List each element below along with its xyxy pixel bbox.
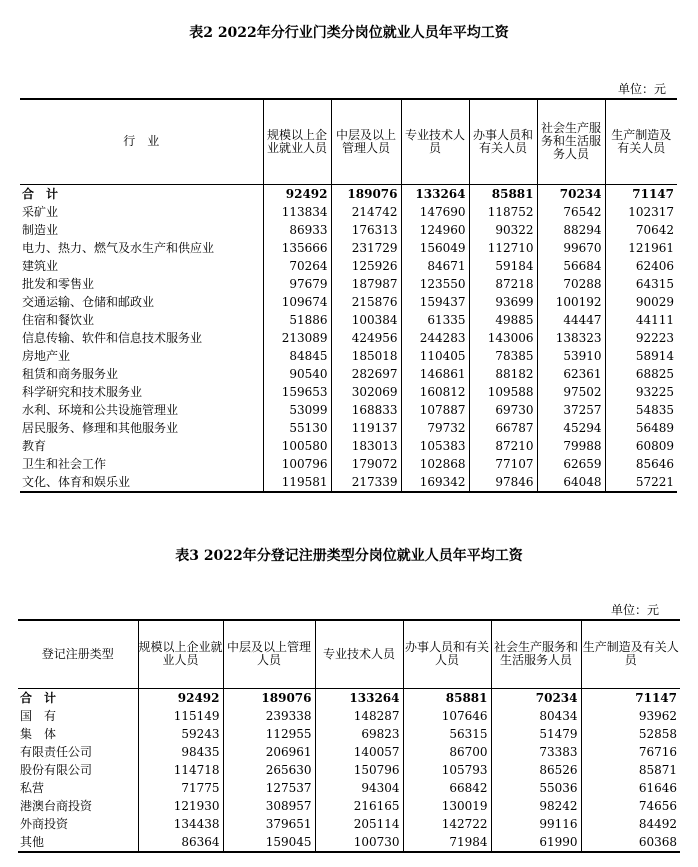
table2-row-label: 合 计 — [22, 186, 59, 201]
table3-cell: 105793 — [403, 761, 491, 779]
table2-cell: 79732 — [401, 419, 469, 437]
table2-row-label: 科学研究和技术服务业 — [22, 384, 143, 399]
table2-header: 专业技术人员 — [401, 99, 469, 184]
table2-row — [20, 437, 677, 455]
table2-cell: 189076 — [331, 184, 401, 203]
table2-row — [20, 455, 677, 473]
table2-cell: 97846 — [469, 473, 537, 492]
table2-cell: 121961 — [605, 239, 677, 257]
table3-cell: 98435 — [138, 743, 223, 761]
table2-cell: 160812 — [401, 383, 469, 401]
table3-cell: 112955 — [223, 725, 315, 743]
table2-cell: 49885 — [469, 311, 537, 329]
table3-cell: 51479 — [491, 725, 581, 743]
table2-cell: 86933 — [263, 221, 331, 239]
table2-cell: 85646 — [605, 455, 677, 473]
table2-cell: 159437 — [401, 293, 469, 311]
table2-cell: 92492 — [263, 184, 331, 203]
table3-cell: 84492 — [581, 815, 680, 833]
table3-unit: 单位：元 — [611, 603, 660, 617]
table3-row-label: 私营 — [20, 780, 45, 795]
table3-row-label: 国 有 — [20, 708, 57, 723]
table2-cell: 176313 — [331, 221, 401, 239]
table2-cell: 37257 — [537, 401, 605, 419]
table3-cell: 93962 — [581, 707, 680, 725]
table2-cell: 53099 — [263, 401, 331, 419]
table3-cell: 121930 — [138, 797, 223, 815]
table2-cell: 93699 — [469, 293, 537, 311]
table3-cell: 159045 — [223, 833, 315, 852]
table3-cell: 94304 — [315, 779, 403, 797]
table2-row-label: 电力、热力、燃气及水生产和供应业 — [22, 240, 215, 255]
table3-row-label: 股份有限公司 — [20, 762, 93, 777]
table2-header: 生产制造及有关人员 — [605, 99, 677, 184]
table3 — [18, 619, 680, 853]
table2-row-label: 交通运输、仓储和邮政业 — [22, 294, 155, 309]
table3-cell: 86526 — [491, 761, 581, 779]
table3-cell: 85871 — [581, 761, 680, 779]
table2-cell: 90322 — [469, 221, 537, 239]
table2-row — [20, 365, 677, 383]
table3-cell: 107646 — [403, 707, 491, 725]
table3-cell: 52858 — [581, 725, 680, 743]
table2-row — [20, 473, 677, 492]
table3-cell: 71984 — [403, 833, 491, 852]
table3-cell: 130019 — [403, 797, 491, 815]
table2-cell: 88294 — [537, 221, 605, 239]
table3-cell: 142722 — [403, 815, 491, 833]
table2-cell: 424956 — [331, 329, 401, 347]
table3-cell: 66842 — [403, 779, 491, 797]
table2-row — [20, 329, 677, 347]
table3-cell: 115149 — [138, 707, 223, 725]
table2-row-label: 住宿和餐饮业 — [22, 312, 95, 327]
table2-row — [20, 293, 677, 311]
table2-row-label: 房地产业 — [22, 348, 71, 363]
table2-cell: 87210 — [469, 437, 537, 455]
table2-cell: 105383 — [401, 437, 469, 455]
table3-cell: 76716 — [581, 743, 680, 761]
table2-header: 中层及以上管理人员 — [331, 99, 401, 184]
table2-row-label: 教育 — [22, 438, 47, 453]
table2-cell: 76542 — [537, 203, 605, 221]
table2-cell: 169342 — [401, 473, 469, 492]
table2-cell: 56684 — [537, 257, 605, 275]
table2-cell: 90540 — [263, 365, 331, 383]
table2-cell: 92223 — [605, 329, 677, 347]
table2-cell: 71147 — [605, 184, 677, 203]
table3-header: 规模以上企业就业人员 — [138, 620, 223, 688]
table2-header: 办事人员和有关人员 — [469, 99, 537, 184]
table2-cell: 217339 — [331, 473, 401, 492]
table2-row-label: 信息传输、软件和信息技术服务业 — [22, 330, 203, 345]
table2-cell: 57221 — [605, 473, 677, 492]
table2-cell: 51886 — [263, 311, 331, 329]
table3-row — [18, 833, 680, 852]
table2-row — [20, 203, 677, 221]
table3-row-label: 其他 — [20, 834, 45, 849]
table2 — [20, 98, 677, 493]
table2-cell: 78385 — [469, 347, 537, 365]
table3-header: 专业技术人员 — [315, 620, 403, 688]
table3-header: 登记注册类型 — [18, 620, 138, 688]
table2-row-label: 卫生和社会工作 — [22, 456, 107, 471]
table3-header: 办事人员和有关人员 — [403, 620, 491, 688]
table3-title: 表3 2022年分登记注册类型分岗位就业人员年平均工资 — [175, 548, 523, 564]
table2-row — [20, 184, 677, 203]
table3-cell: 216165 — [315, 797, 403, 815]
table2-cell: 133264 — [401, 184, 469, 203]
table2-cell: 70264 — [263, 257, 331, 275]
table2-cell: 125926 — [331, 257, 401, 275]
table2-header: 规模以上企业就业人员 — [263, 99, 331, 184]
table2-cell: 156049 — [401, 239, 469, 257]
table3-cell: 206961 — [223, 743, 315, 761]
table3-cell: 265630 — [223, 761, 315, 779]
table3-cell: 71147 — [581, 688, 680, 707]
table2-cell: 100384 — [331, 311, 401, 329]
table2-cell: 70288 — [537, 275, 605, 293]
table2-cell: 87218 — [469, 275, 537, 293]
table3-cell: 61990 — [491, 833, 581, 852]
table2-cell: 97679 — [263, 275, 331, 293]
table2-cell: 56489 — [605, 419, 677, 437]
table2-cell: 102868 — [401, 455, 469, 473]
table2-row-label: 建筑业 — [22, 258, 59, 273]
table3-cell: 73383 — [491, 743, 581, 761]
table2-cell: 102317 — [605, 203, 677, 221]
table2-row — [20, 221, 677, 239]
table3-cell: 239338 — [223, 707, 315, 725]
table2-cell: 282697 — [331, 365, 401, 383]
table2-cell: 54835 — [605, 401, 677, 419]
table3-cell: 133264 — [315, 688, 403, 707]
table3-cell: 74656 — [581, 797, 680, 815]
table2-header: 行 业 — [20, 99, 263, 184]
table2-row — [20, 311, 677, 329]
table2-cell: 68825 — [605, 365, 677, 383]
table2-cell: 110405 — [401, 347, 469, 365]
table3-cell: 127537 — [223, 779, 315, 797]
table2-row — [20, 419, 677, 437]
table2-cell: 58914 — [605, 347, 677, 365]
table2-cell: 44111 — [605, 311, 677, 329]
table3-row — [18, 797, 680, 815]
table2-cell: 45294 — [537, 419, 605, 437]
table3-cell: 99116 — [491, 815, 581, 833]
table2-cell: 66787 — [469, 419, 537, 437]
table3-row — [18, 707, 680, 725]
table2-cell: 119137 — [331, 419, 401, 437]
table3-cell: 60368 — [581, 833, 680, 852]
table2-cell: 244283 — [401, 329, 469, 347]
table2-cell: 135666 — [263, 239, 331, 257]
table2-row-label: 采矿业 — [22, 204, 59, 219]
table3-cell: 70234 — [491, 688, 581, 707]
table3-row — [18, 743, 680, 761]
table2-cell: 85881 — [469, 184, 537, 203]
table2-cell: 62659 — [537, 455, 605, 473]
table3-row-label: 外商投资 — [20, 816, 69, 831]
table2-cell: 79988 — [537, 437, 605, 455]
table2-cell: 147690 — [401, 203, 469, 221]
table2-cell: 215876 — [331, 293, 401, 311]
table2-row — [20, 239, 677, 257]
table3-cell: 98242 — [491, 797, 581, 815]
table2-cell: 107887 — [401, 401, 469, 419]
table2-cell: 64048 — [537, 473, 605, 492]
table2-cell: 109674 — [263, 293, 331, 311]
table2-cell: 62361 — [537, 365, 605, 383]
table2-cell: 64315 — [605, 275, 677, 293]
table2-cell: 213089 — [263, 329, 331, 347]
table2-cell: 118752 — [469, 203, 537, 221]
table3-row-label: 集 体 — [20, 726, 57, 741]
table2-header: 社会生产服务和生活服务人员 — [537, 99, 605, 184]
table2-row-label: 水利、环境和公共设施管理业 — [22, 402, 179, 417]
table2-row — [20, 383, 677, 401]
table3-cell: 85881 — [403, 688, 491, 707]
table3-cell: 189076 — [223, 688, 315, 707]
table2-cell: 97502 — [537, 383, 605, 401]
table2-cell: 100192 — [537, 293, 605, 311]
table2-header-row — [20, 99, 677, 184]
table2-cell: 44447 — [537, 311, 605, 329]
table2-cell: 123550 — [401, 275, 469, 293]
table3-row — [18, 779, 680, 797]
table2-row-label: 租赁和商务服务业 — [22, 366, 119, 381]
table2-cell: 179072 — [331, 455, 401, 473]
table2-cell: 99670 — [537, 239, 605, 257]
table2-cell: 109588 — [469, 383, 537, 401]
table2-cell: 53910 — [537, 347, 605, 365]
table3-cell: 134438 — [138, 815, 223, 833]
table3-row — [18, 761, 680, 779]
table3-cell: 86364 — [138, 833, 223, 852]
table2-cell: 70234 — [537, 184, 605, 203]
table2-title: 表2 2022年分行业门类分岗位就业人员年平均工资 — [189, 25, 509, 41]
table2-cell: 183013 — [331, 437, 401, 455]
table2-cell: 302069 — [331, 383, 401, 401]
table2-cell: 88182 — [469, 365, 537, 383]
table3-cell: 150796 — [315, 761, 403, 779]
table2-cell: 69730 — [469, 401, 537, 419]
table2-row — [20, 401, 677, 419]
table3-row-label: 合 计 — [20, 690, 57, 705]
table2-cell: 90029 — [605, 293, 677, 311]
table2-cell: 60809 — [605, 437, 677, 455]
table2-cell: 93225 — [605, 383, 677, 401]
table2-cell: 187987 — [331, 275, 401, 293]
table2-cell: 113834 — [263, 203, 331, 221]
table2-cell: 84845 — [263, 347, 331, 365]
table3-cell: 69823 — [315, 725, 403, 743]
table3-header: 中层及以上管理人员 — [223, 620, 315, 688]
table2-cell: 214742 — [331, 203, 401, 221]
table2-cell: 59184 — [469, 257, 537, 275]
table2-cell: 112710 — [469, 239, 537, 257]
table3-cell: 71775 — [138, 779, 223, 797]
table3-header-row — [18, 620, 680, 688]
table2-row-label: 居民服务、修理和其他服务业 — [22, 420, 179, 435]
table2-row — [20, 347, 677, 365]
table3-header: 社会生产服务和生活服务人员 — [491, 620, 581, 688]
table3-row-label: 有限责任公司 — [20, 744, 93, 759]
table3-cell: 59243 — [138, 725, 223, 743]
table2-row-label: 制造业 — [22, 222, 59, 237]
table2-cell: 168833 — [331, 401, 401, 419]
table2-cell: 100580 — [263, 437, 331, 455]
table3-cell: 205114 — [315, 815, 403, 833]
table3-cell: 80434 — [491, 707, 581, 725]
table3-cell: 56315 — [403, 725, 491, 743]
table2-cell: 138323 — [537, 329, 605, 347]
table2-cell: 231729 — [331, 239, 401, 257]
table2-row-label: 批发和零售业 — [22, 276, 95, 291]
table3-cell: 379651 — [223, 815, 315, 833]
table2-row — [20, 275, 677, 293]
table2-cell: 185018 — [331, 347, 401, 365]
table3-cell: 114718 — [138, 761, 223, 779]
table2-cell: 62406 — [605, 257, 677, 275]
table2-cell: 124960 — [401, 221, 469, 239]
table3-cell: 55036 — [491, 779, 581, 797]
table3-row-label: 港澳台商投资 — [20, 798, 93, 813]
table3-cell: 308957 — [223, 797, 315, 815]
table3-row — [18, 688, 680, 707]
table2-cell: 84671 — [401, 257, 469, 275]
table3-row — [18, 725, 680, 743]
table3-cell: 148287 — [315, 707, 403, 725]
table3-row — [18, 815, 680, 833]
table2-cell: 159653 — [263, 383, 331, 401]
table3-header: 生产制造及有关人员 — [581, 620, 680, 688]
table3-cell: 92492 — [138, 688, 223, 707]
table2-cell: 119581 — [263, 473, 331, 492]
table2-row-label: 文化、体育和娱乐业 — [22, 474, 131, 489]
table2-cell: 61335 — [401, 311, 469, 329]
table2-cell: 143006 — [469, 329, 537, 347]
table2-cell: 70642 — [605, 221, 677, 239]
table2-cell: 100796 — [263, 455, 331, 473]
table3-cell: 140057 — [315, 743, 403, 761]
table2-row — [20, 257, 677, 275]
table2-unit: 单位：元 — [618, 82, 667, 96]
table2-cell: 146861 — [401, 365, 469, 383]
table3-cell: 61646 — [581, 779, 680, 797]
table2-cell: 55130 — [263, 419, 331, 437]
table2-cell: 77107 — [469, 455, 537, 473]
table3-cell: 86700 — [403, 743, 491, 761]
table3-cell: 100730 — [315, 833, 403, 852]
